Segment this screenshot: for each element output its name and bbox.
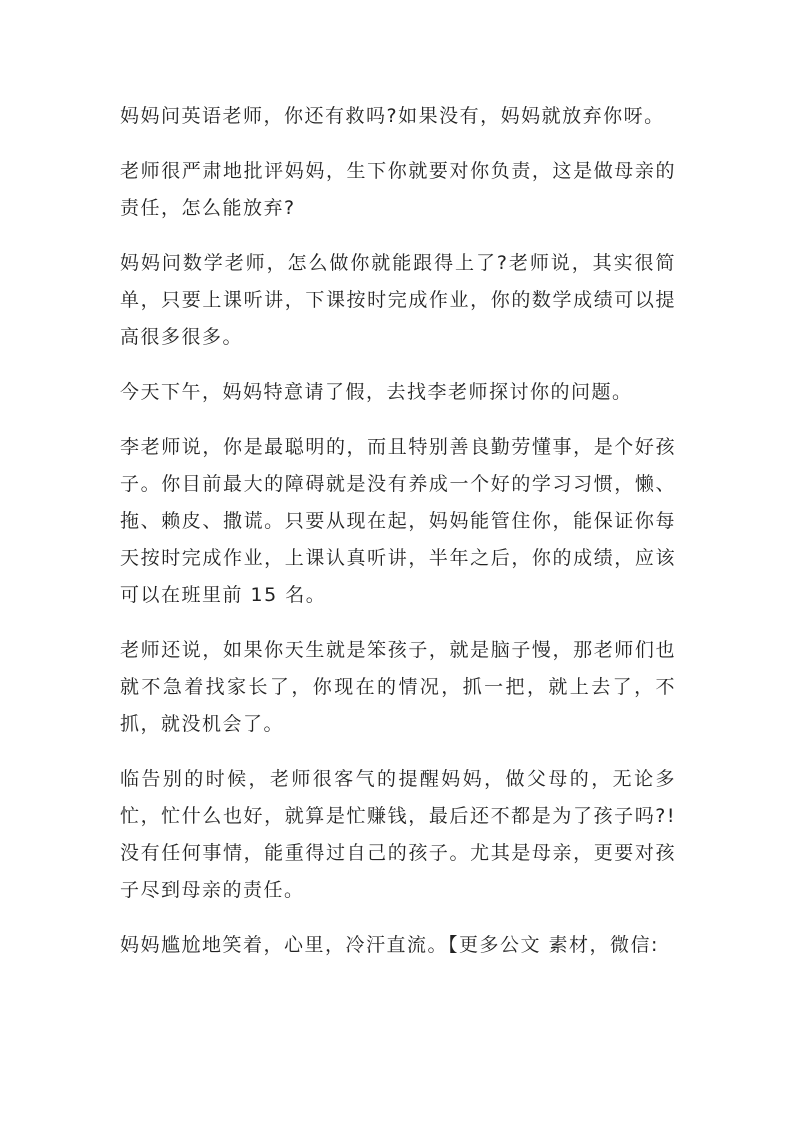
paragraph: 妈妈尴尬地笑着，心里，冷汗直流。【更多公文 素材，微信: — [120, 934, 659, 956]
paragraph: 今天下午，妈妈特意请了假，去找李老师探讨你的问题。 — [120, 381, 633, 403]
paragraph: 临告别的时候，老师很客气的提醒妈妈，做父母的，无论多忙，忙什么也好，就算是忙赚钱，最后还不都是为了孩子吗?!没有任何事情，能重得过自己的孩子。尤其是母亲，更要对孩子尽到母亲的责任。 — [120, 768, 676, 901]
paragraph: 老师很严肃地批评妈妈，生下你就要对你负责，这是做母亲的责任，怎么能放弃? — [120, 160, 676, 219]
paragraph: 妈妈问英语老师，你还有救吗?如果没有，妈妈就放弃你呀。 — [120, 105, 665, 127]
document-body — [120, 98, 676, 982]
paragraph: 老师还说，如果你天生就是笨孩子，就是脑子慢，那老师们也就不急着找家长了，你现在的情况，抓一把，就上去了，不抓，就没机会了。 — [120, 639, 676, 735]
paragraph: 妈妈问数学老师，怎么做你就能跟得上了?老师说，其实很简单，只要上课听讲，下课按时完成作业，你的数学成绩可以提高很多很多。 — [120, 252, 676, 348]
paragraph: 李老师说，你是最聪明的，而且特别善良勤劳懂事，是个好孩子。你目前最大的障碍就是没有养成一个好的学习习惯，懒、拖、赖皮、撒谎。只要从现在起，妈妈能管住你，能保证你每天按时完成作业，上课认真听讲，半年之后，你的成绩，应该可以在班里前 15 名。 — [120, 436, 676, 606]
